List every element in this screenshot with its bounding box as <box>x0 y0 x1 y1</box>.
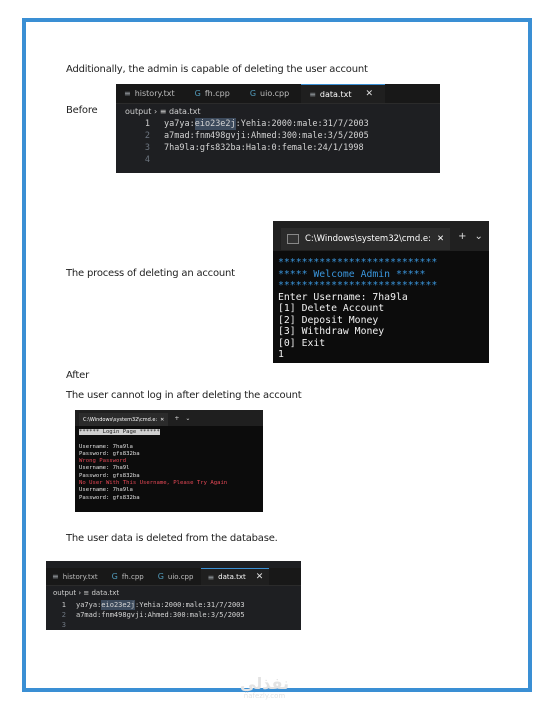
chevron-down-icon[interactable]: ⌄ <box>185 414 191 422</box>
list-file-icon: ≡ <box>124 89 131 98</box>
editor-after <box>46 561 301 630</box>
deleted-paragraph: The user data is deleted from the database. <box>66 533 278 544</box>
list-file-icon: ≡ <box>207 572 215 582</box>
code-line: 4 <box>144 155 150 165</box>
cpp-file-icon: G <box>111 572 118 581</box>
close-icon[interactable]: ✕ <box>255 572 264 582</box>
close-icon[interactable]: ✕ <box>160 416 165 423</box>
code-line: 1 ya7ya: eio23e2j :Yehia:2000:male:31/7/2003 <box>61 601 245 609</box>
tab-history-txt[interactable]: ≡ history.txt <box>52 572 98 581</box>
login-titlebar <box>75 410 263 426</box>
login-output: ****** Login Page ****** Username: 7ha9la Password: gfs832ba Wrong Password Username: 7ha9l Password: gfs832ba No User With This Username, Please Try Again Username: 7ha9la Password: gfs832ba <box>79 429 228 501</box>
new-tab-icon[interactable]: + <box>458 230 467 242</box>
code-line: 2 a7mad:fnm498gvji:Ahmed:300:male:3/5/2005 <box>61 611 245 619</box>
cmd-tab[interactable]: C:\Windows\system32\cmd.e: ✕ <box>281 228 450 250</box>
code-line: 1 ya7ya: eio23e2j :Yehia:2000:male:31/7/2003 <box>144 119 369 129</box>
chevron-right-icon: › <box>78 589 82 597</box>
cannot-login-paragraph: The user cannot log in after deleting the account <box>66 390 302 401</box>
editor-tabs <box>116 84 440 104</box>
tab-uio-cpp[interactable]: G uio.cpp <box>157 572 194 581</box>
code-lines[interactable] <box>116 118 440 166</box>
tab-data-txt[interactable]: ≡ data.txt ✕ <box>201 568 269 585</box>
list-file-icon: ≡ <box>52 572 59 581</box>
code-line: 3 7ha9la:gfs832ba:Hala:0:female:24/1/1998 <box>144 143 364 153</box>
chevron-right-icon: › <box>153 107 158 116</box>
tab-data-txt[interactable]: ≡ data.txt ✕ <box>301 84 385 103</box>
tab-uio-cpp[interactable]: G uio.cpp <box>249 89 290 98</box>
intro-paragraph: Additionally, the admin is capable of deleting the user account <box>66 64 368 75</box>
code-line: 2 a7mad:fnm498gvji:Ahmed:300:male:3/5/2005 <box>144 131 369 141</box>
cpp-file-icon: G <box>194 89 201 98</box>
cmd-titlebar <box>273 221 489 251</box>
breadcrumb: output › ≡ data.txt <box>53 589 120 597</box>
login-console <box>75 410 263 512</box>
before-label: Before <box>66 105 98 116</box>
code-lines[interactable] <box>46 600 301 630</box>
tab-fh-cpp[interactable]: G fh.cpp <box>111 572 144 581</box>
list-file-icon: ≡ <box>159 107 167 116</box>
terminal-icon <box>287 234 299 244</box>
close-icon[interactable]: ✕ <box>365 89 374 99</box>
tab-fh-cpp[interactable]: G fh.cpp <box>194 89 230 98</box>
chevron-down-icon[interactable]: ⌄ <box>474 230 483 242</box>
close-icon[interactable]: ✕ <box>437 234 445 244</box>
list-file-icon: ≡ <box>309 89 316 99</box>
cmd-output: *************************** ***** Welcome Admin ***** *************************** Enter Username: 7ha9la [1] Delete Account [2] Deposit Money [3] Withdraw Money [0] Exit 1 <box>278 257 438 360</box>
process-paragraph: The process of deleting an account <box>66 268 235 279</box>
watermark: نفذلي nafezly.com <box>240 674 289 700</box>
code-line: 3 <box>61 621 66 629</box>
new-tab-icon[interactable]: + <box>174 414 180 422</box>
editor-tabs <box>46 568 301 586</box>
cpp-file-icon: G <box>249 89 257 98</box>
tab-history-txt[interactable]: ≡ history.txt <box>124 89 175 98</box>
after-label: After <box>66 370 90 381</box>
editor-before <box>116 84 440 173</box>
cpp-file-icon: G <box>157 572 164 581</box>
cmd-window <box>273 221 489 363</box>
login-tab[interactable]: C:\Windows\system32\cmd.e: ✕ <box>79 413 168 426</box>
list-file-icon: ≡ <box>83 589 90 597</box>
breadcrumb: output › ≡ data.txt <box>125 107 201 116</box>
